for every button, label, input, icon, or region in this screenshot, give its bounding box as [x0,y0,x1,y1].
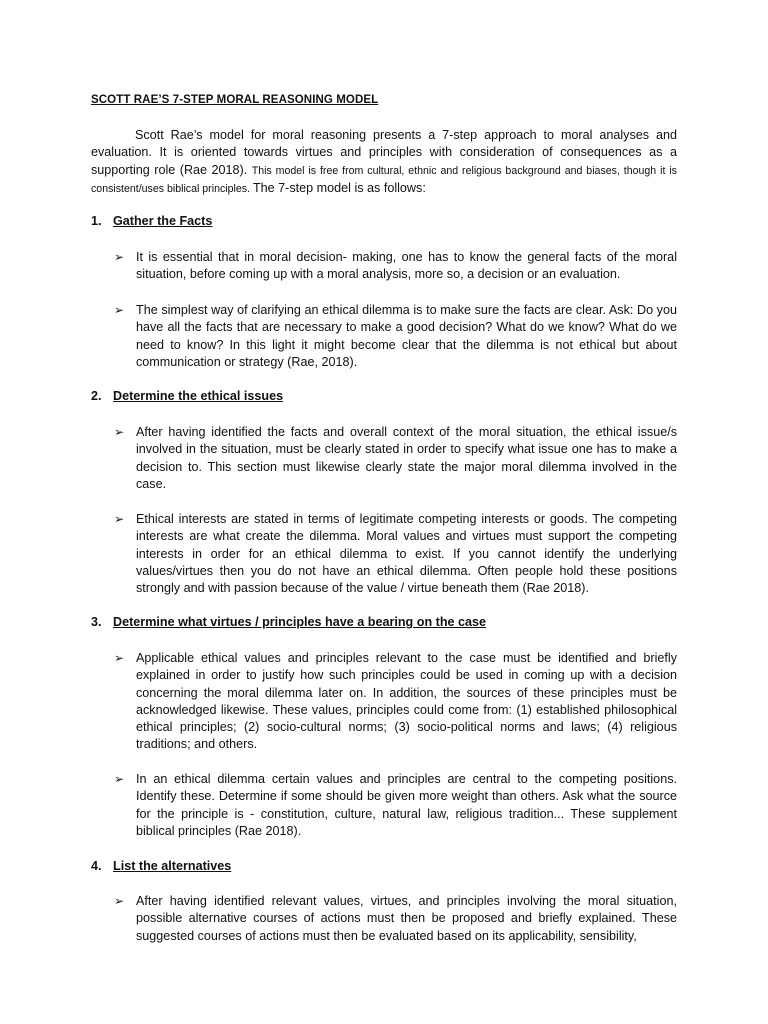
intro-tail: The 7-step model is as follows: [252,180,426,195]
bullet-item [114,893,677,945]
bullet-text: Ethical interests are stated in terms of legitimate competing interests or goods. The competing interests are what create the dilemma. Moral values and virtues must support the competing interests in order for an ethical dilemma to exist. If you cannot identify the underlying values/virtues then you do not have an ethical dilemma. Often people hold these positions strongly and with passion because of the value / virtue beneath them (Rae 2018). [136,512,677,596]
section-title: Determine what virtues / principles have a bearing on the case [113,615,487,629]
intro-text: Scott Rae’s model for moral reasoning presents a 7-step approach to moral analyses and evaluation. It is oriented towards virtues and principles with consideration of consequences as a supporting role (Rae 2018). [91,128,677,177]
arrow-bullet-icon: ➢ [114,651,125,665]
arrow-bullet-icon: ➢ [114,303,125,317]
arrow-bullet-icon: ➢ [114,250,125,264]
section-heading-2 [91,389,283,403]
section-heading-1 [91,214,212,228]
section-heading-3 [91,615,486,629]
section-title: List the alternatives [113,859,232,873]
bullet-text: The simplest way of clarifying an ethical dilemma is to make sure the facts are clear. Ask: Do you have all the facts that are necessary to make a good decision? What do we know? What do we need to know? In this light it might become clear that the dilemma is not ethical but about communication or strategy (Rae, 2018). [136,303,677,369]
bullet-item [114,650,677,754]
arrow-bullet-icon: ➢ [114,894,125,908]
section-number: 1. [91,214,102,228]
bullet-item [114,771,677,840]
arrow-bullet-icon: ➢ [114,512,125,526]
section-number: 3. [91,615,102,629]
bullet-text: After having identified relevant values, virtues, and principles involving the moral situation, possible alternative courses of actions must then be proposed and briefly explained. These suggested courses of actions must then be evaluated based on its applicability, sensibility, [136,894,677,943]
bullet-item [114,511,677,597]
section-title: Gather the Facts [113,214,213,228]
section-title: Determine the ethical issues [113,389,284,403]
section-number: 4. [91,859,102,873]
bullet-text: Applicable ethical values and principles relevant to the case must be identified and briefly explained in order to justify how such principles could be used in coming up with a decision concerning the moral dilemma later on. In addition, the sources of these principles must be acknowledged likewise. These values, principles could come from: (1) established philosophical ethical principles; (2) socio-cultural norms; (3) socio-political norms and laws; (4) religious traditions; and others. [136,651,677,752]
bullet-item [114,302,677,371]
bullet-item [114,424,677,493]
arrow-bullet-icon: ➢ [114,425,125,439]
section-heading-4 [91,859,231,873]
intro-paragraph [91,127,677,198]
bullet-text: After having identified the facts and overall context of the moral situation, the ethical issue/s involved in the situation, must be clearly stated in order to specify what issue one has to make a decision to. This section must likewise clearly state the major moral dilemma involved in the case. [136,425,677,491]
bullet-item [114,249,677,284]
document-title: SCOTT RAE’S 7-STEP MORAL REASONING MODEL [91,94,379,106]
section-number: 2. [91,389,102,403]
intro-note: This model is free from cultural, ethnic and religious background and biases, though it is consistent/uses biblical principles. [91,164,677,195]
bullet-text: It is essential that in moral decision- making, one has to know the general facts of the moral situation, before coming up with a moral analysis, more so, a decision or an evaluation. [136,250,677,282]
arrow-bullet-icon: ➢ [114,772,125,786]
bullet-text: In an ethical dilemma certain values and principles are central to the competing positions. Identify these. Determine if some should be given more weight than others. Ask what the source for the principle is - constitution, culture, natural law, religious tradition... These supplement biblical principles (Rae 2018). [136,772,677,838]
